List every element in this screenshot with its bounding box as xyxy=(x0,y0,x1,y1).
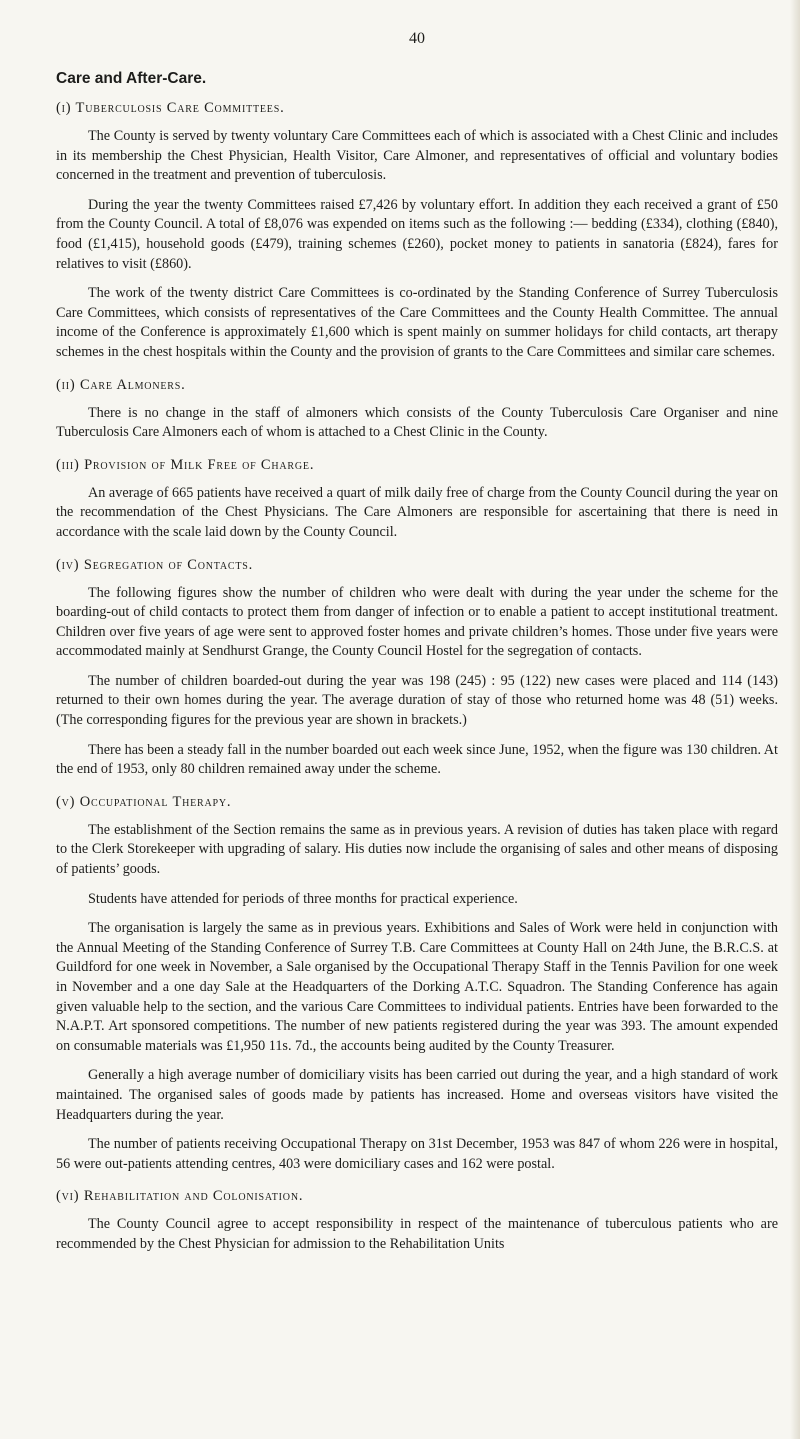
section-tuberculosis-care-committees xyxy=(56,100,778,363)
paragraph: The work of the twenty district Care Committees is co-ordinated by the Standing Conference of Surrey Tuberculosis Care Committees, which consists of representatives of the Care Committees and the County Health Committee. The annual income of the Conference is approximately £1,600 which is spent mainly on summer holidays for child contacts, art therapy schemes in the chest hospitals within the County and the provision of grants to the Care Committees and similar care schemes. xyxy=(56,285,778,360)
paragraph: There has been a steady fall in the number boarded out each week since June, 1952, when the figure was 130 children. At the end of 1953, only 80 children remained away under the scheme. xyxy=(56,741,778,778)
subsection-heading: (v) Occupational Therapy. xyxy=(56,793,232,810)
paragraph: The establishment of the Section remains the same as in previous years. A revision of duties has taken place with regard to the Clerk Storekeeper with upgrading of salary. His duties now include the organising of sales and other means of disposing of patients’ goods. xyxy=(56,821,778,878)
section-care-almoners xyxy=(56,377,778,443)
subsection-heading: (i) Tuberculosis Care Committees. xyxy=(56,100,285,116)
page-edge-shadow xyxy=(790,0,800,1439)
page-number: 40 xyxy=(409,30,425,47)
paragraph: An average of 665 patients have received a quart of milk daily free of charge from the County Council during the year on the recommendation of the Chest Physicians. The Care Almoners are responsible for ascertaining that there is need in accordance with the scale laid down by the County Council. xyxy=(56,484,778,540)
subsection-heading: (ii) Care Almoners. xyxy=(56,376,186,393)
subsection-heading: (iv) Segregation of Contacts. xyxy=(56,556,254,573)
paragraph: There is no change in the staff of almoners which consists of the County Tuberculosis Care Organiser and nine Tuberculosis Care Almoners each of whom is attached to a Chest Clinic in the County. xyxy=(56,404,778,441)
paragraph: The following figures show the number of children who were dealt with during the year under the scheme for the boarding-out of child contacts to protect them from danger of infection or to enable a patient to accept institutional treatment. Children over five years of age were sent to approved foster homes and private children’s homes. Those under five years were accommodated mainly at Sendhurst Grange, the County Council Hostel for the segregation of contacts. xyxy=(56,584,778,660)
section-milk-free-of-charge xyxy=(56,457,778,543)
paragraph: Students have attended for periods of three months for practical experience. xyxy=(88,890,518,907)
paragraph: The County Council agree to accept responsibility in respect of the maintenance of tuberculous patients who are recommended by the Chest Physician for admission to the Rehabilitation Units xyxy=(56,1216,778,1252)
section-rehabilitation-and-colonisation xyxy=(56,1188,778,1254)
paragraph: The number of patients receiving Occupational Therapy on 31st December, 1953 was 847 of whom 226 were in hospital, 56 were out-patients attending centres, 403 were domiciliary cases and 162 were postal. xyxy=(56,1136,778,1172)
section-segregation-of-contacts xyxy=(56,557,778,780)
section-title: Care and After-Care. xyxy=(56,70,207,87)
section-occupational-therapy xyxy=(56,794,778,1175)
paragraph: During the year the twenty Committees raised £7,426 by voluntary effort. In addition they each received a grant of £50 from the County Council. A total of £8,076 was expended on items such as the following :— bedding (£334), clothing (£840), food (£1,415), household goods (£479), training schemes (£260), pocket money to patients in sanatoria (£824), fares for relatives to visit (£860). xyxy=(56,196,778,272)
subsection-heading: (vi) Rehabilitation and Colonisation. xyxy=(56,1188,304,1205)
paragraph: The organisation is largely the same as in previous years. Exhibitions and Sales of Work were held in conjunction with the Annual Meeting of the Standing Conference of Surrey T.B. Care Committees at County Hall on 24th June, the B.R.C.S. at Guildford for one week in November, a Sale organised by the Occupational Therapy Staff in the Tennis Pavilion for one week in November and a one day Sale at the Headquarters of the Dorking A.T.C. Squadron. The Standing Conference has again given valuable help to the section, and the various Care Committees to individual patients. Entries have been forwarded to the N.A.P.T. Art sponsored competitions. The number of new patients registered during the year was 393. The amount expended on consumable materials was £1,950 11s. 7d., the accounts being audited by the County Treasurer. xyxy=(56,920,778,1054)
paragraph: The County is served by twenty voluntary Care Committees each of which is associated with a Chest Clinic and includes in its membership the Chest Physician, Health Visitor, Care Almoner, and representatives of official and voluntary bodies concerned in the treatment and prevention of tuberculosis. xyxy=(56,128,778,184)
paragraph: The number of children boarded-out during the year was 198 (245) : 95 (122) new cases were placed and 114 (143) returned to their own homes during the year. The average duration of stay of those who returned home was 48 (51) weeks. (The corresponding figures for the previous year are shown in brackets.) xyxy=(56,672,778,729)
paragraph: Generally a high average number of domiciliary visits has been carried out during the year, and a high standard of work maintained. The organised sales of goods made by patients has increased. Home and overseas visitors have visited the Headquarters during the year. xyxy=(56,1067,778,1123)
subsection-heading: (iii) Provision of Milk Free of Charge. xyxy=(56,456,315,473)
